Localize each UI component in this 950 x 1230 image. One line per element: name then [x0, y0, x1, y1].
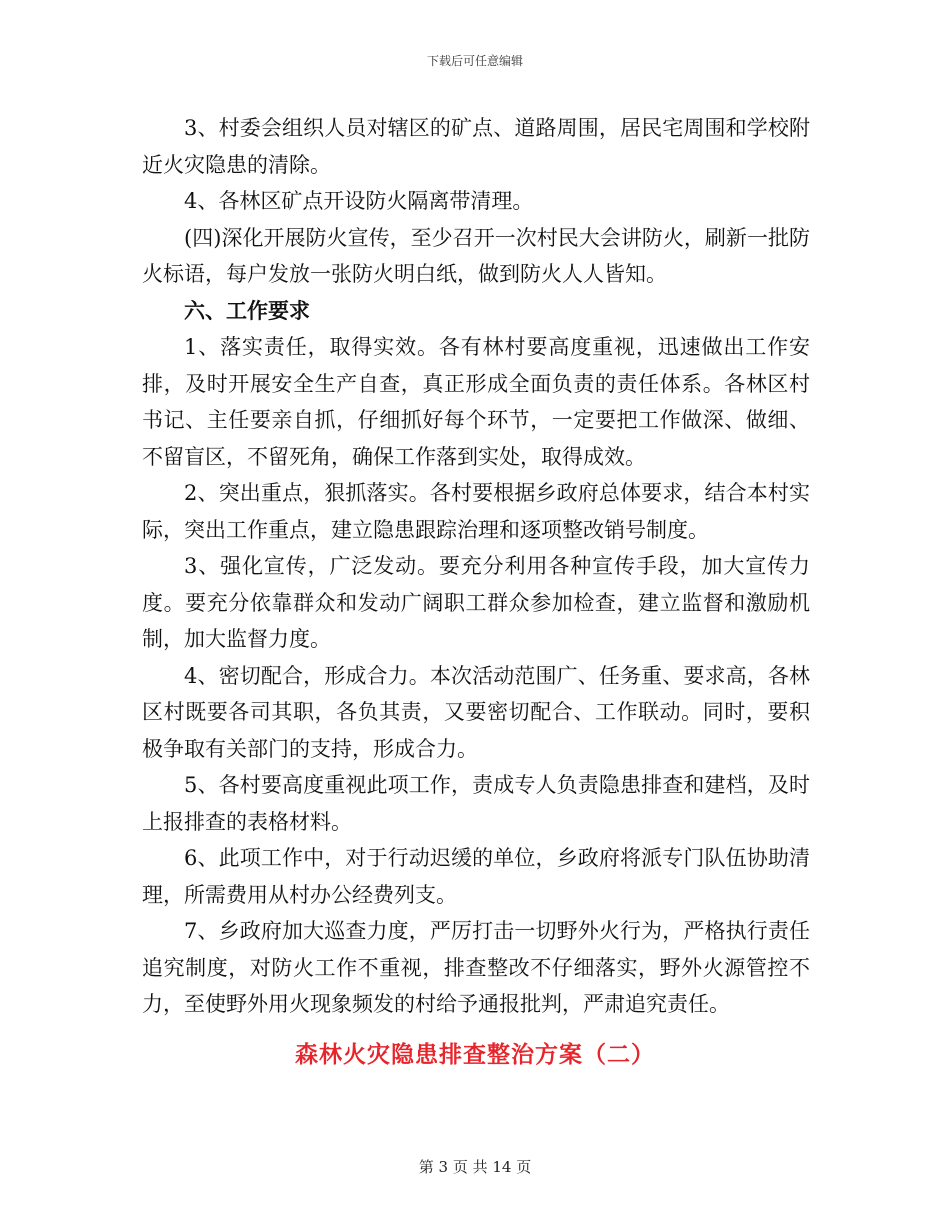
paragraph-publicity: (四)深化开展防火宣传，至少召开一次村民大会讲防火，刷新一批防火标语，每户发放一张防火明白纸，做到防火人人皆知。 — [142, 225, 810, 286]
document-body — [142, 110, 810, 1023]
section-title-requirements: 六、工作要求 — [184, 297, 310, 323]
requirement-5: 5、各村要高度重视此项工作，责成专人负责隐患排查和建档，及时上报排查的表格材料。 — [142, 773, 810, 834]
requirement-7: 7、乡政府加大巡查力度，严厉打击一切野外火行为，严格执行责任追究制度，对防火工作不重视，排查整改不仔细落实，野外火源管控不力，至使野外用火现象频发的村给予通报批判，严肃追究责任。 — [142, 919, 810, 1016]
requirement-4: 4、密切配合，形成合力。本次活动范围广、任务重、要求高，各林区村既要各司其职，各负其责，又要密切配合、工作联动。同时，要积极争取有关部门的支持，形成合力。 — [142, 663, 810, 761]
requirement-3: 3、强化宣传，广泛发动。要充分利用各种宣传手段，加大宣传力度。要充分依靠群众和发动广阔职工群众参加检查，建立监督和激励机制，加大监督力度。 — [142, 554, 810, 651]
paragraph-item-3: 3、村委会组织人员对辖区的矿点、道路周围，居民宅周围和学校附近火灾隐患的清除。 — [142, 116, 810, 177]
page-number-footer: 第 3 页 共 14 页 — [418, 1158, 532, 1176]
page-header-note: 下载后可任意编辑 — [426, 54, 523, 68]
requirement-6: 6、此项工作中，对于行动迟缓的单位，乡政府将派专门队伍协助清理，所需费用从村办公经费列支。 — [142, 846, 810, 907]
requirement-1: 1、落实责任，取得实效。各有林村要高度重视，迅速做出工作安排，及时开展安全生产自查，真正形成全面负责的责任体系。各林区村书记、主任要亲自抓，仔细抓好每个环节，一定要把工作做深、做细、不留盲区，不留死角，确保工作落到实处，取得成效。 — [142, 335, 810, 469]
next-section-title: 森林火灾隐患排查整治方案（二） — [295, 1041, 655, 1068]
paragraph-item-4: 4、各林区矿点开设防火隔离带清理。 — [184, 189, 534, 213]
requirement-2: 2、突出重点，狠抓落实。各村要根据乡政府总体要求，结合本村实际，突出工作重点，建立隐患跟踪治理和逐项整改销号制度。 — [142, 481, 810, 542]
